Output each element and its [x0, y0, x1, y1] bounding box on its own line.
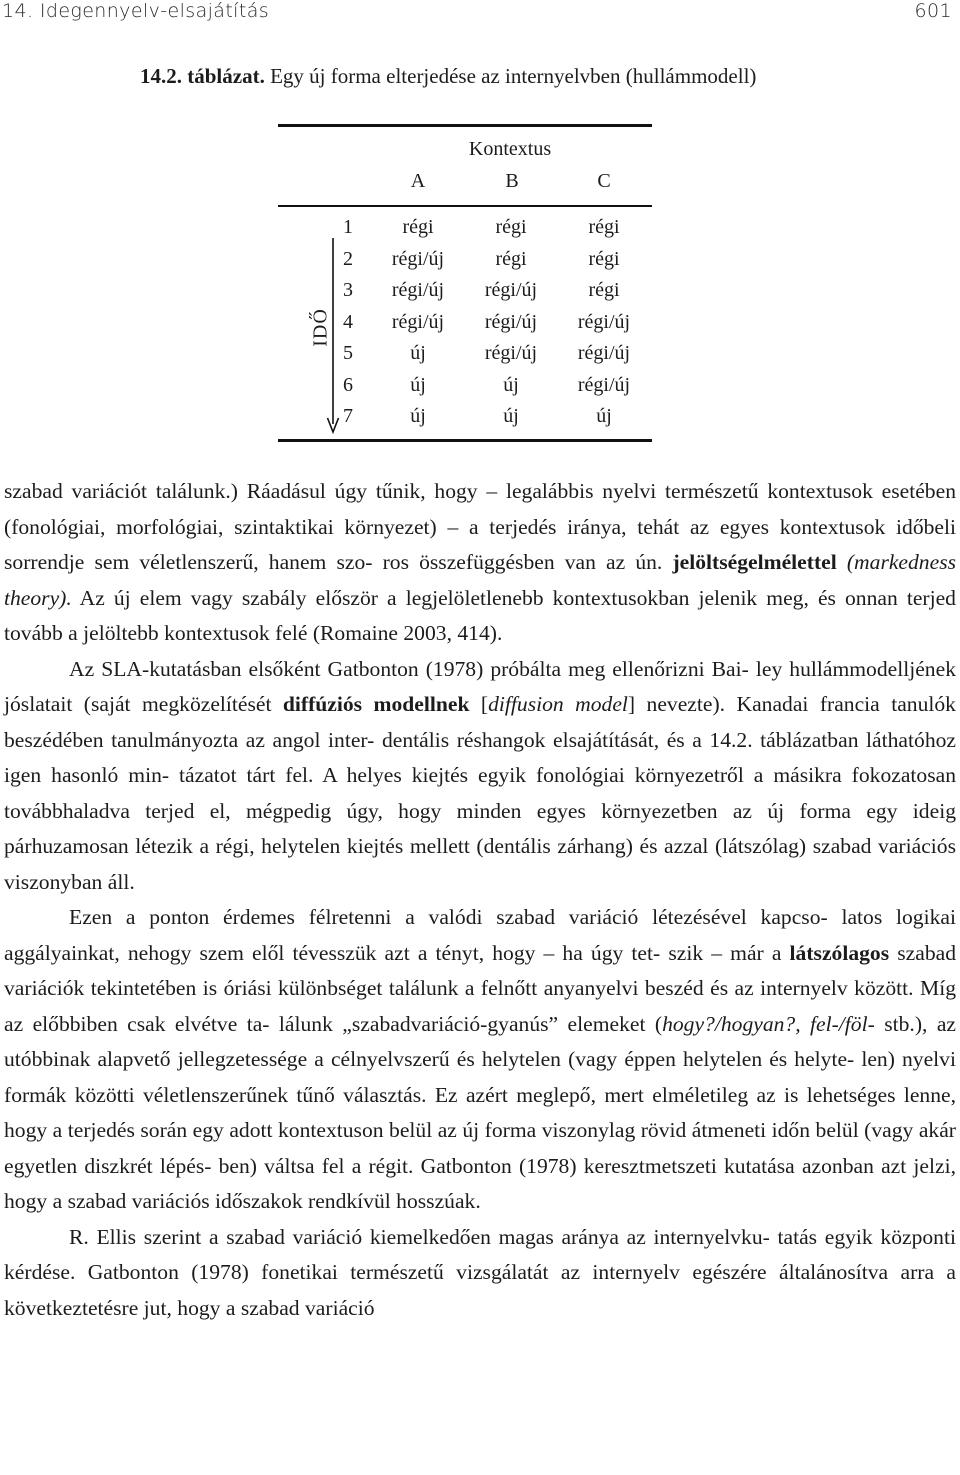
example-forms: hogy?/hogyan?, fel-/föl-	[662, 1011, 875, 1036]
p3-text-3: szik – már a	[668, 940, 782, 965]
table-cell-a: új	[410, 373, 426, 396]
table-cell-c: régi	[588, 216, 620, 238]
row-number: 1	[343, 216, 353, 238]
table-cell-b: régi	[495, 216, 527, 238]
table-cell-b: új	[503, 373, 519, 396]
table-cell-a: régi/új	[391, 310, 445, 333]
term-diffusion-en: diffusion	[488, 692, 564, 716]
p2-text-6: tázatot tárt fel. A helyes kiejtés egyik fonológiai környezetről a másikra fokozatosan továbbhaladva terjed el, mégpedig úgy, hogy minden egyes környezetben az új forma egy ideig párhuzamosan létezik a régi, helytelen kiejtés mellett (dentális zárhang) és azzal (látszólag) szabad variációs viszonyban áll.	[4, 763, 956, 894]
context-header: Kontextus	[468, 138, 552, 160]
paragraph-3	[4, 900, 956, 1220]
paragraph-4	[4, 1220, 956, 1327]
column-header-a: A	[410, 170, 426, 192]
row-number: 5	[343, 342, 353, 364]
p1-text-1: szabad variációt találunk.) Ráadásul úgy tűnik, hogy – legalábbis nyelvi természetű kontextusok esetében (fonológiai, morfológiai, szintaktikai környezet) – a terjedés iránya, tehát az egyes kontextusok időbeli sorrendje sem véletlenszerű, hanem szo-	[4, 479, 956, 574]
p1-text-2: ros összefüggésben van az ún.	[382, 550, 663, 574]
table-caption-label: 14.2. táblázat.	[140, 64, 265, 88]
p2-text-4: ] nevezte). Kanadai francia tanulók beszédében tanulmányozta az angol inter-	[4, 692, 956, 752]
row-number: 6	[343, 373, 353, 396]
table-cell-c: régi/új	[577, 342, 631, 364]
table-cell-c: régi	[588, 247, 620, 270]
wave-model-table	[0, 0, 960, 450]
paragraph-1	[4, 474, 956, 652]
column-header-c: C	[597, 170, 611, 192]
table-cell-a: régi/új	[391, 247, 445, 270]
p3-text-1: Ezen a ponton érdemes félretenni a valódi szabad variáció létezésével kapcso-	[69, 905, 828, 929]
term-model-en: model	[575, 692, 628, 716]
table-cell-a: új	[410, 342, 426, 364]
table-cell-c: új	[596, 405, 612, 427]
table-cell-c: régi	[588, 279, 620, 301]
p3-text-2: latos logikai aggályainkat, nehogy szem elől tévesszük azt a tényt, hogy – ha úgy tet-	[4, 905, 956, 965]
p3-text-4: szabad variációk tekintetében is óriási különbséget találunk a felnőtt anyanyelvi beszéd és az internyelv között. Míg az előbbiben csak elvétve ta-	[4, 940, 957, 1036]
row-number: 4	[343, 310, 353, 333]
p1-text-3: Az új elem vagy szabály először a legjelöletlenebb kontextusokban jelenik meg, és onnan terjed tovább a jelöltebb kontextusok felé (Romaine 2003, 414).	[4, 585, 956, 645]
table-bottom-rule	[278, 439, 652, 442]
main-text	[4, 474, 956, 1326]
row-number: 2	[343, 247, 353, 270]
p3-text-7: len) nyelvi formák közötti véletlenszerűnek tűnő választás. Ez azért meglepő, mert elméletileg az is lehetséges lenne, hogy a terjedés során egy adott kontextuson belül az új forma viszonylag rövid átmeneti időn belül (vagy akár egyetlen diszkrét lépés-	[4, 1047, 956, 1178]
table-cell-a: régi/új	[391, 279, 445, 301]
table-caption-title: Egy új forma elterjedése az internyelvben (hullámmodell)	[270, 64, 757, 88]
p4-text-2: tatás egyik központi kérdése. Gatbonton (1978) fonetikai természetű vizsgálatát az internyelv egészére általánosítva arra a következtetésre jut, hogy a szabad variáció	[4, 1224, 956, 1320]
p4-text-1: R. Ellis szerint a szabad variáció kiemelkedően magas aránya az internyelvku-	[69, 1224, 770, 1249]
table-cell-b: régi	[495, 247, 527, 270]
paragraph-2	[4, 652, 956, 901]
term-apparent: látszólagos	[789, 940, 890, 965]
p2-text-5: dentális réshangok elsajátítását, és a 14.2. táblázatban láthatóhoz igen hasonló min-	[4, 727, 956, 787]
row-number: 3	[343, 279, 353, 301]
time-arrow-icon	[326, 238, 340, 434]
table-cell-a: régi	[402, 216, 434, 238]
table-cell-c: régi/új	[577, 310, 631, 333]
time-axis-label: IDŐ	[309, 308, 332, 347]
table-cell-b: új	[503, 405, 519, 427]
p2-text-1: Az SLA-kutatásban elsőként Gatbonton (1978) próbálta meg ellenőrizni Bai-	[69, 656, 749, 681]
table-cell-c: régi/új	[577, 373, 631, 396]
column-header-b: B	[505, 170, 519, 192]
p2-bracket-open: [	[480, 692, 489, 716]
table-cell-b: régi/új	[484, 342, 538, 364]
chapter-title: 14. Idegennyelv-elsajátítás	[2, 0, 270, 22]
row-number: 7	[343, 405, 353, 427]
p3-text-5: lálunk „szabadvariáció-gyanús” elemeket (	[278, 1011, 663, 1036]
term-markedness: jelöltségelmélettel	[672, 550, 837, 574]
table-cell-b: régi/új	[484, 279, 538, 301]
table-cell-b: régi/új	[484, 310, 538, 333]
p3-text-8: ben) váltsa fel a régit. Gatbonton (1978) keresztmetszeti kutatása azonban azt jelzi, hogy a szabad variációs időszakok rendkívül hosszúak.	[4, 1153, 956, 1213]
p3-text-6: stb.), az utóbbinak alapvető jellegzetessége a célnyelvszerű és helytelen (vagy éppen helytelen és helyte-	[4, 1011, 956, 1071]
term-diffusion-model: diffúziós modellnek	[282, 692, 470, 716]
term-markedness-en: (markedness theory).	[4, 550, 956, 610]
table-top-rule	[278, 124, 652, 127]
page-number: 601	[914, 0, 952, 22]
table-cell-a: új	[410, 405, 426, 427]
p2-text-2: ley hullámmodelljének jóslatait (saját megközelítését	[4, 656, 956, 716]
table-header-rule	[278, 205, 652, 207]
